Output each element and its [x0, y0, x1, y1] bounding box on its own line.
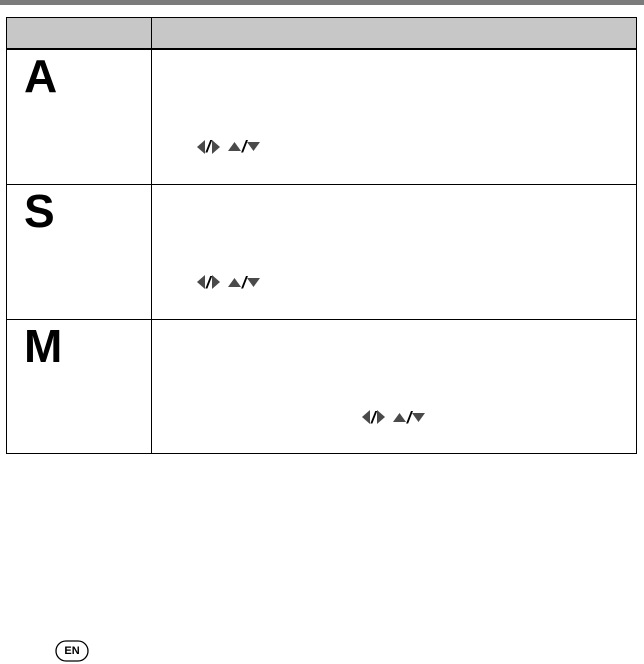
mode-letter-s: S: [24, 185, 55, 237]
arrow-controls: [362, 408, 433, 426]
left-right-arrows-icon: /: [362, 409, 385, 426]
up-down-arrows-icon: /: [228, 274, 261, 291]
column-header-description: [152, 18, 637, 49]
left-right-arrows-icon: /: [197, 138, 220, 155]
mode-cell: [7, 49, 152, 185]
up-down-arrows-icon: /: [393, 409, 426, 426]
table-row: [7, 185, 637, 320]
left-right-arrows-icon: /: [197, 274, 220, 291]
mode-cell: [7, 320, 152, 454]
description-cell: [152, 185, 637, 320]
mode-letter-a: A: [24, 49, 58, 102]
table-row: [7, 49, 637, 185]
mode-cell: [7, 185, 152, 320]
language-badge-label: EN: [64, 645, 80, 657]
top-rule: [0, 0, 644, 5]
arrow-controls: [197, 273, 268, 291]
up-down-arrows-icon: /: [228, 138, 261, 155]
arrow-controls: [197, 138, 268, 156]
description-cell: [152, 49, 637, 185]
exposure-mode-table: [6, 17, 637, 454]
column-header-mode: [7, 18, 152, 49]
mode-letter-m: M: [24, 320, 63, 372]
description-cell: [152, 320, 637, 454]
table-header-row: [7, 18, 637, 49]
language-badge: [55, 640, 89, 662]
table-row: [7, 320, 637, 454]
